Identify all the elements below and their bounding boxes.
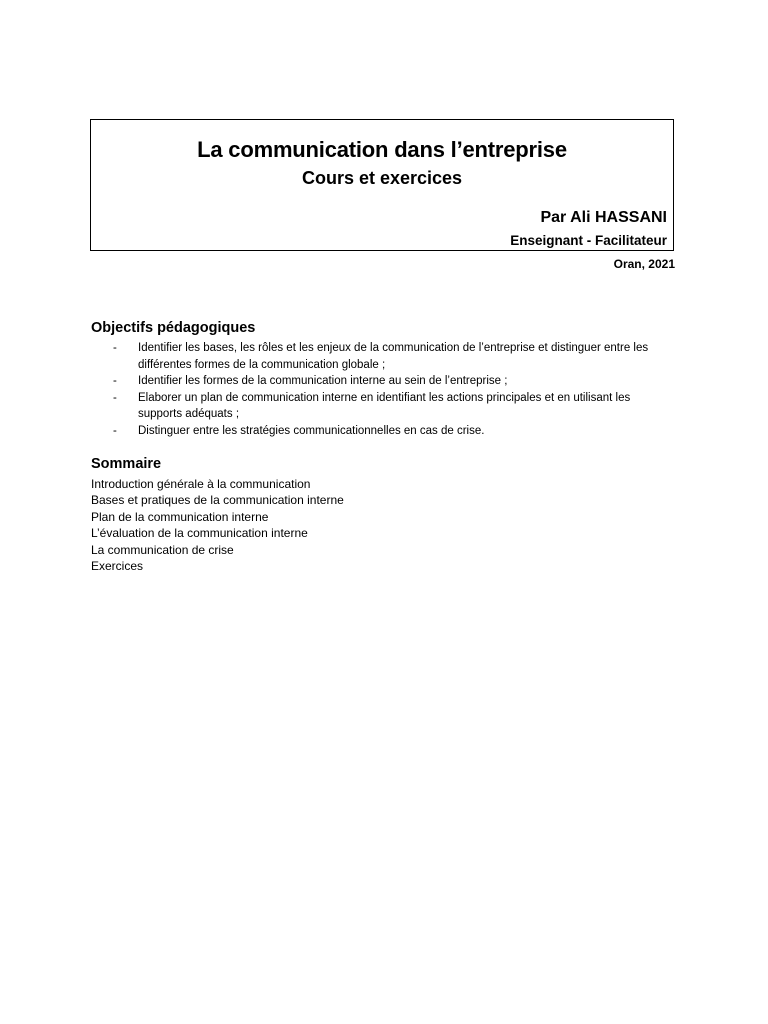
- summary-item: Plan de la communication interne: [91, 509, 269, 524]
- bullet-dash: -: [113, 424, 117, 437]
- summary-item: Bases et pratiques de la communication interne: [91, 493, 344, 508]
- objective-text: Elaborer un plan de communication interne en identifiant les actions principales et en utilisant les supports adéquats ;: [138, 391, 631, 421]
- bullet-dash: -: [113, 375, 117, 388]
- summary-item: L’évaluation de la communication interne: [91, 526, 308, 541]
- objective-item: [91, 340, 671, 373]
- objective-item: [91, 373, 671, 390]
- summary-item: Introduction générale à la communication: [91, 477, 311, 491]
- summary-list: [91, 476, 344, 574]
- objective-text: Distinguer entre les stratégies communicationnelles en cas de crise.: [138, 424, 485, 437]
- author-role: Enseignant - Facilitateur: [510, 233, 667, 248]
- summary-heading: Sommaire: [91, 456, 162, 472]
- objectives-heading: Objectifs pédagogiques: [91, 320, 256, 336]
- author-name: Par Ali HASSANI: [540, 209, 667, 226]
- document-title: La communication dans l’entreprise: [197, 137, 567, 162]
- place-date: Oran, 2021: [613, 257, 675, 271]
- bullet-dash: -: [113, 342, 117, 354]
- bullet-dash: -: [113, 391, 117, 404]
- objective-text: Identifier les formes de la communication interne au sein de l’entreprise ;: [138, 375, 508, 388]
- document-subtitle: Cours et exercices: [301, 168, 463, 188]
- objective-text: Identifier les bases, les rôles et les enjeux de la communication de l’entreprise et distinguer entre les différentes formes de la communication globale ;: [138, 342, 649, 371]
- summary-item: Exercices: [91, 559, 144, 574]
- objective-item: [91, 390, 671, 423]
- objectives-list: [91, 340, 671, 440]
- summary-item: La communication de crise: [91, 542, 234, 557]
- objective-item: [91, 423, 671, 440]
- title-box: [90, 119, 674, 251]
